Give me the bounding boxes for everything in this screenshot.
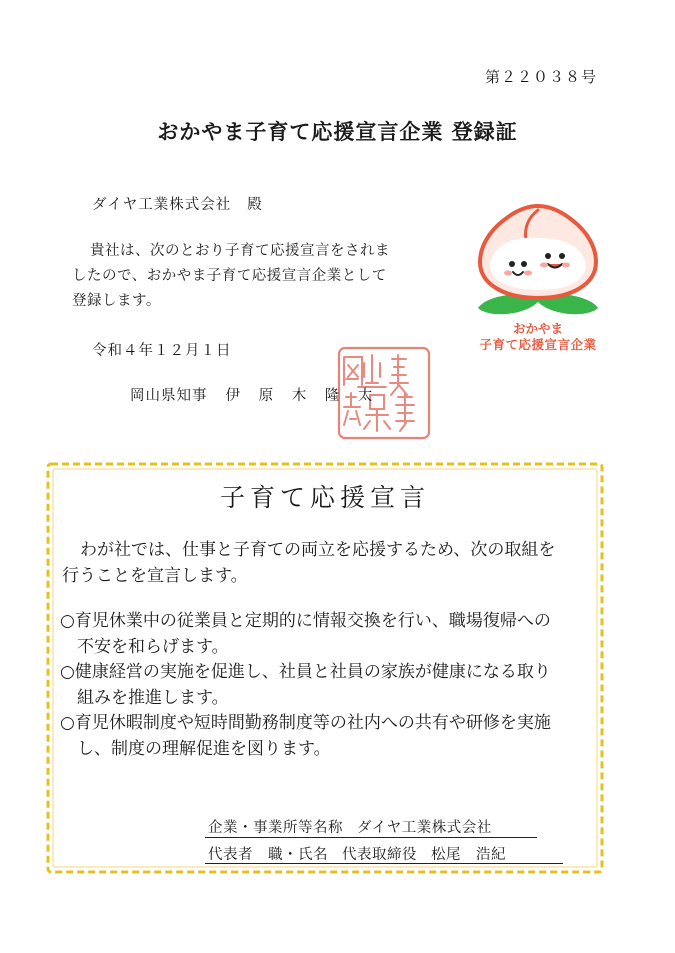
- addressee-suffix: 殿: [247, 197, 263, 213]
- representative-title: 代表取締役: [342, 847, 417, 863]
- logo-caption-line-1: おかやま: [512, 321, 563, 336]
- list-item: [60, 609, 605, 660]
- issuer: [130, 384, 379, 405]
- logo-caption-line-2: 子育て応援宣言企業: [479, 337, 597, 352]
- signature-underline-2: [205, 863, 563, 864]
- item-line-2: 不安を和らげます。: [77, 636, 229, 657]
- certificate-title: おかやま子育て応援宣言企業 登録証: [157, 120, 518, 144]
- signature-underline-1: [205, 837, 537, 838]
- body-line-2: したので、おかやま子育て応援宣言企業として: [72, 268, 387, 284]
- registration-number: 第２２０３８号: [484, 68, 597, 86]
- intro-line-2: 行うことを宣言します。: [62, 565, 248, 586]
- addressee: [92, 193, 263, 214]
- item-line-2: し、制度の理解促進を図ります。: [77, 738, 331, 759]
- item-line-1: ○健康経営の実施を促進し、社員と社員の家族が健康になる取り: [60, 662, 551, 682]
- issuer-title: 岡山県知事: [130, 388, 208, 404]
- company-value: ダイヤ工業株式会社: [357, 820, 492, 836]
- representative-name: 松尾 浩紀: [431, 847, 506, 863]
- issue-date: 令和４年１２月１日: [92, 343, 232, 359]
- issuer-name: 伊 原 木 隆 太: [225, 388, 380, 404]
- signature-company: [208, 816, 492, 837]
- body-line-3: 登録します。: [72, 293, 161, 309]
- list-item: [60, 660, 605, 711]
- company-label: 企業・事業所等名称: [208, 820, 343, 836]
- signature-representative: [208, 843, 506, 864]
- item-line-1: ○育児休業中の従業員と定期的に情報交換を行い、職場復帰への: [60, 611, 551, 631]
- list-item: [60, 711, 605, 762]
- intro-line-1: わが社では、仕事と子育ての両立を応援するため、次の取組を: [80, 540, 556, 560]
- declaration-intro: [62, 538, 602, 589]
- item-line-1: ○育児休暇制度や短時間勤務制度等の社内への共有や研修を実施: [60, 713, 551, 733]
- representative-label: 代表者 職・氏名: [208, 847, 328, 863]
- declaration-title: 子育て応援宣言: [219, 483, 430, 512]
- certificate-body: [72, 239, 422, 314]
- addressee-company: ダイヤ工業株式会社: [92, 197, 232, 213]
- declaration-items: [60, 609, 605, 762]
- body-line-1: 貴社は、次のとおり子育て応援宣言をされま: [90, 243, 390, 259]
- item-line-2: 組みを推進します。: [77, 687, 229, 708]
